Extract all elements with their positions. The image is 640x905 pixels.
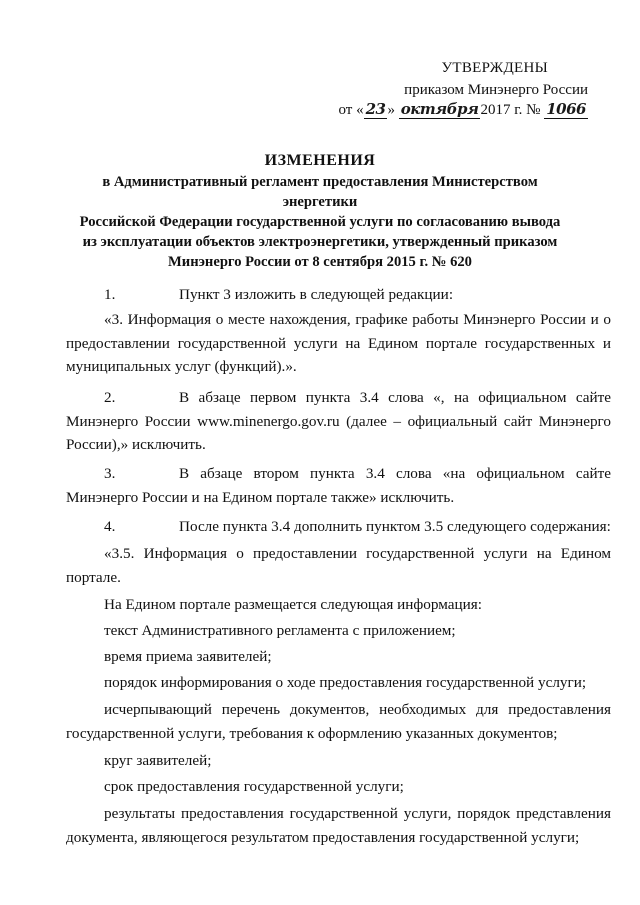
approval-title: УТВЕРЖДЕНЫ (441, 60, 548, 76)
item-number: 2. (104, 389, 116, 406)
heading-line: из эксплуатации объектов электроэнергетики, утвержденный приказом (82, 234, 558, 250)
list-item (66, 672, 611, 693)
heading-line: Российской Федерации государственной услуги по согласованию вывода (79, 214, 561, 230)
item-number: 1. (104, 286, 116, 303)
item-text: После пункта 3.4 дополнить пунктом 3.5 следующего содержания: (179, 518, 611, 535)
approval-order-line: приказом Минэнерго России (404, 82, 588, 98)
item-text: «3.5. Информация о предоставлении государственной услуги на Едином портале. (66, 545, 611, 586)
handwritten-order-number: 1066 (546, 100, 586, 118)
item-1 (66, 284, 611, 305)
list-item (66, 802, 611, 849)
item-text: Пункт 3 изложить в следующей редакции: (179, 286, 454, 303)
heading-line: Минэнерго России от 8 сентября 2015 г. № 620 (168, 254, 472, 270)
date-mid: » (387, 102, 399, 118)
list-item (66, 698, 611, 745)
item-3 (66, 462, 611, 509)
list-item (66, 776, 611, 797)
item-number: 4. (104, 518, 116, 535)
date-prefix: от « (338, 102, 364, 118)
item-quote-3-5 (66, 542, 611, 589)
heading-line: в Административный регламент предоставления Министерством энергетики (102, 174, 538, 210)
item-text: срок предоставления государственной услуги; (104, 778, 404, 795)
document-heading (70, 150, 570, 272)
item-text: порядок информирования о ходе предоставления государственной услуги; (104, 674, 587, 691)
item-text: круг заявителей; (104, 752, 212, 769)
item-quote-3 (66, 308, 611, 379)
item-2 (66, 386, 611, 457)
list-item (66, 750, 611, 771)
item-4 (66, 516, 611, 537)
handwritten-month: октября (400, 100, 479, 118)
item-text: На Едином портале размещается следующая информация: (104, 596, 482, 613)
item-text: В абзаце втором пункта 3.4 слова «на официальном сайте Минэнерго России и на Едином портале также» исключить. (66, 465, 611, 506)
item-number: 3. (104, 465, 116, 482)
item-text: время приема заявителей; (104, 648, 272, 665)
item-text: текст Административного регламента с приложением; (104, 622, 456, 639)
item-text: результаты предоставления государственной услуги, порядок представления документа, являющегося результатом предоставления государственной услуги; (66, 805, 611, 846)
approval-date-line (339, 99, 589, 120)
item-text: «3. Информация о месте нахождения, графике работы Минэнерго России и о предоставлении государственной услуги на Едином портале государственных и муниципальных услуг (функций).». (66, 311, 611, 375)
list-item (66, 646, 611, 667)
item-text: исчерпывающий перечень документов, необходимых для предоставления государственной услуги, требования к оформлению указанных документов; (66, 701, 611, 742)
year-text: 2017 г. № (480, 102, 545, 118)
list-item (66, 620, 611, 641)
handwritten-day: 23 (365, 100, 386, 118)
list-intro (66, 594, 611, 615)
heading-title: ИЗМЕНЕНИЯ (264, 152, 376, 169)
item-text: В абзаце первом пункта 3.4 слова «, на официальном сайте Минэнерго России www.minenergo.gov.ru (далее – официальный сайт Минэнерго России),» исключить. (66, 389, 611, 453)
